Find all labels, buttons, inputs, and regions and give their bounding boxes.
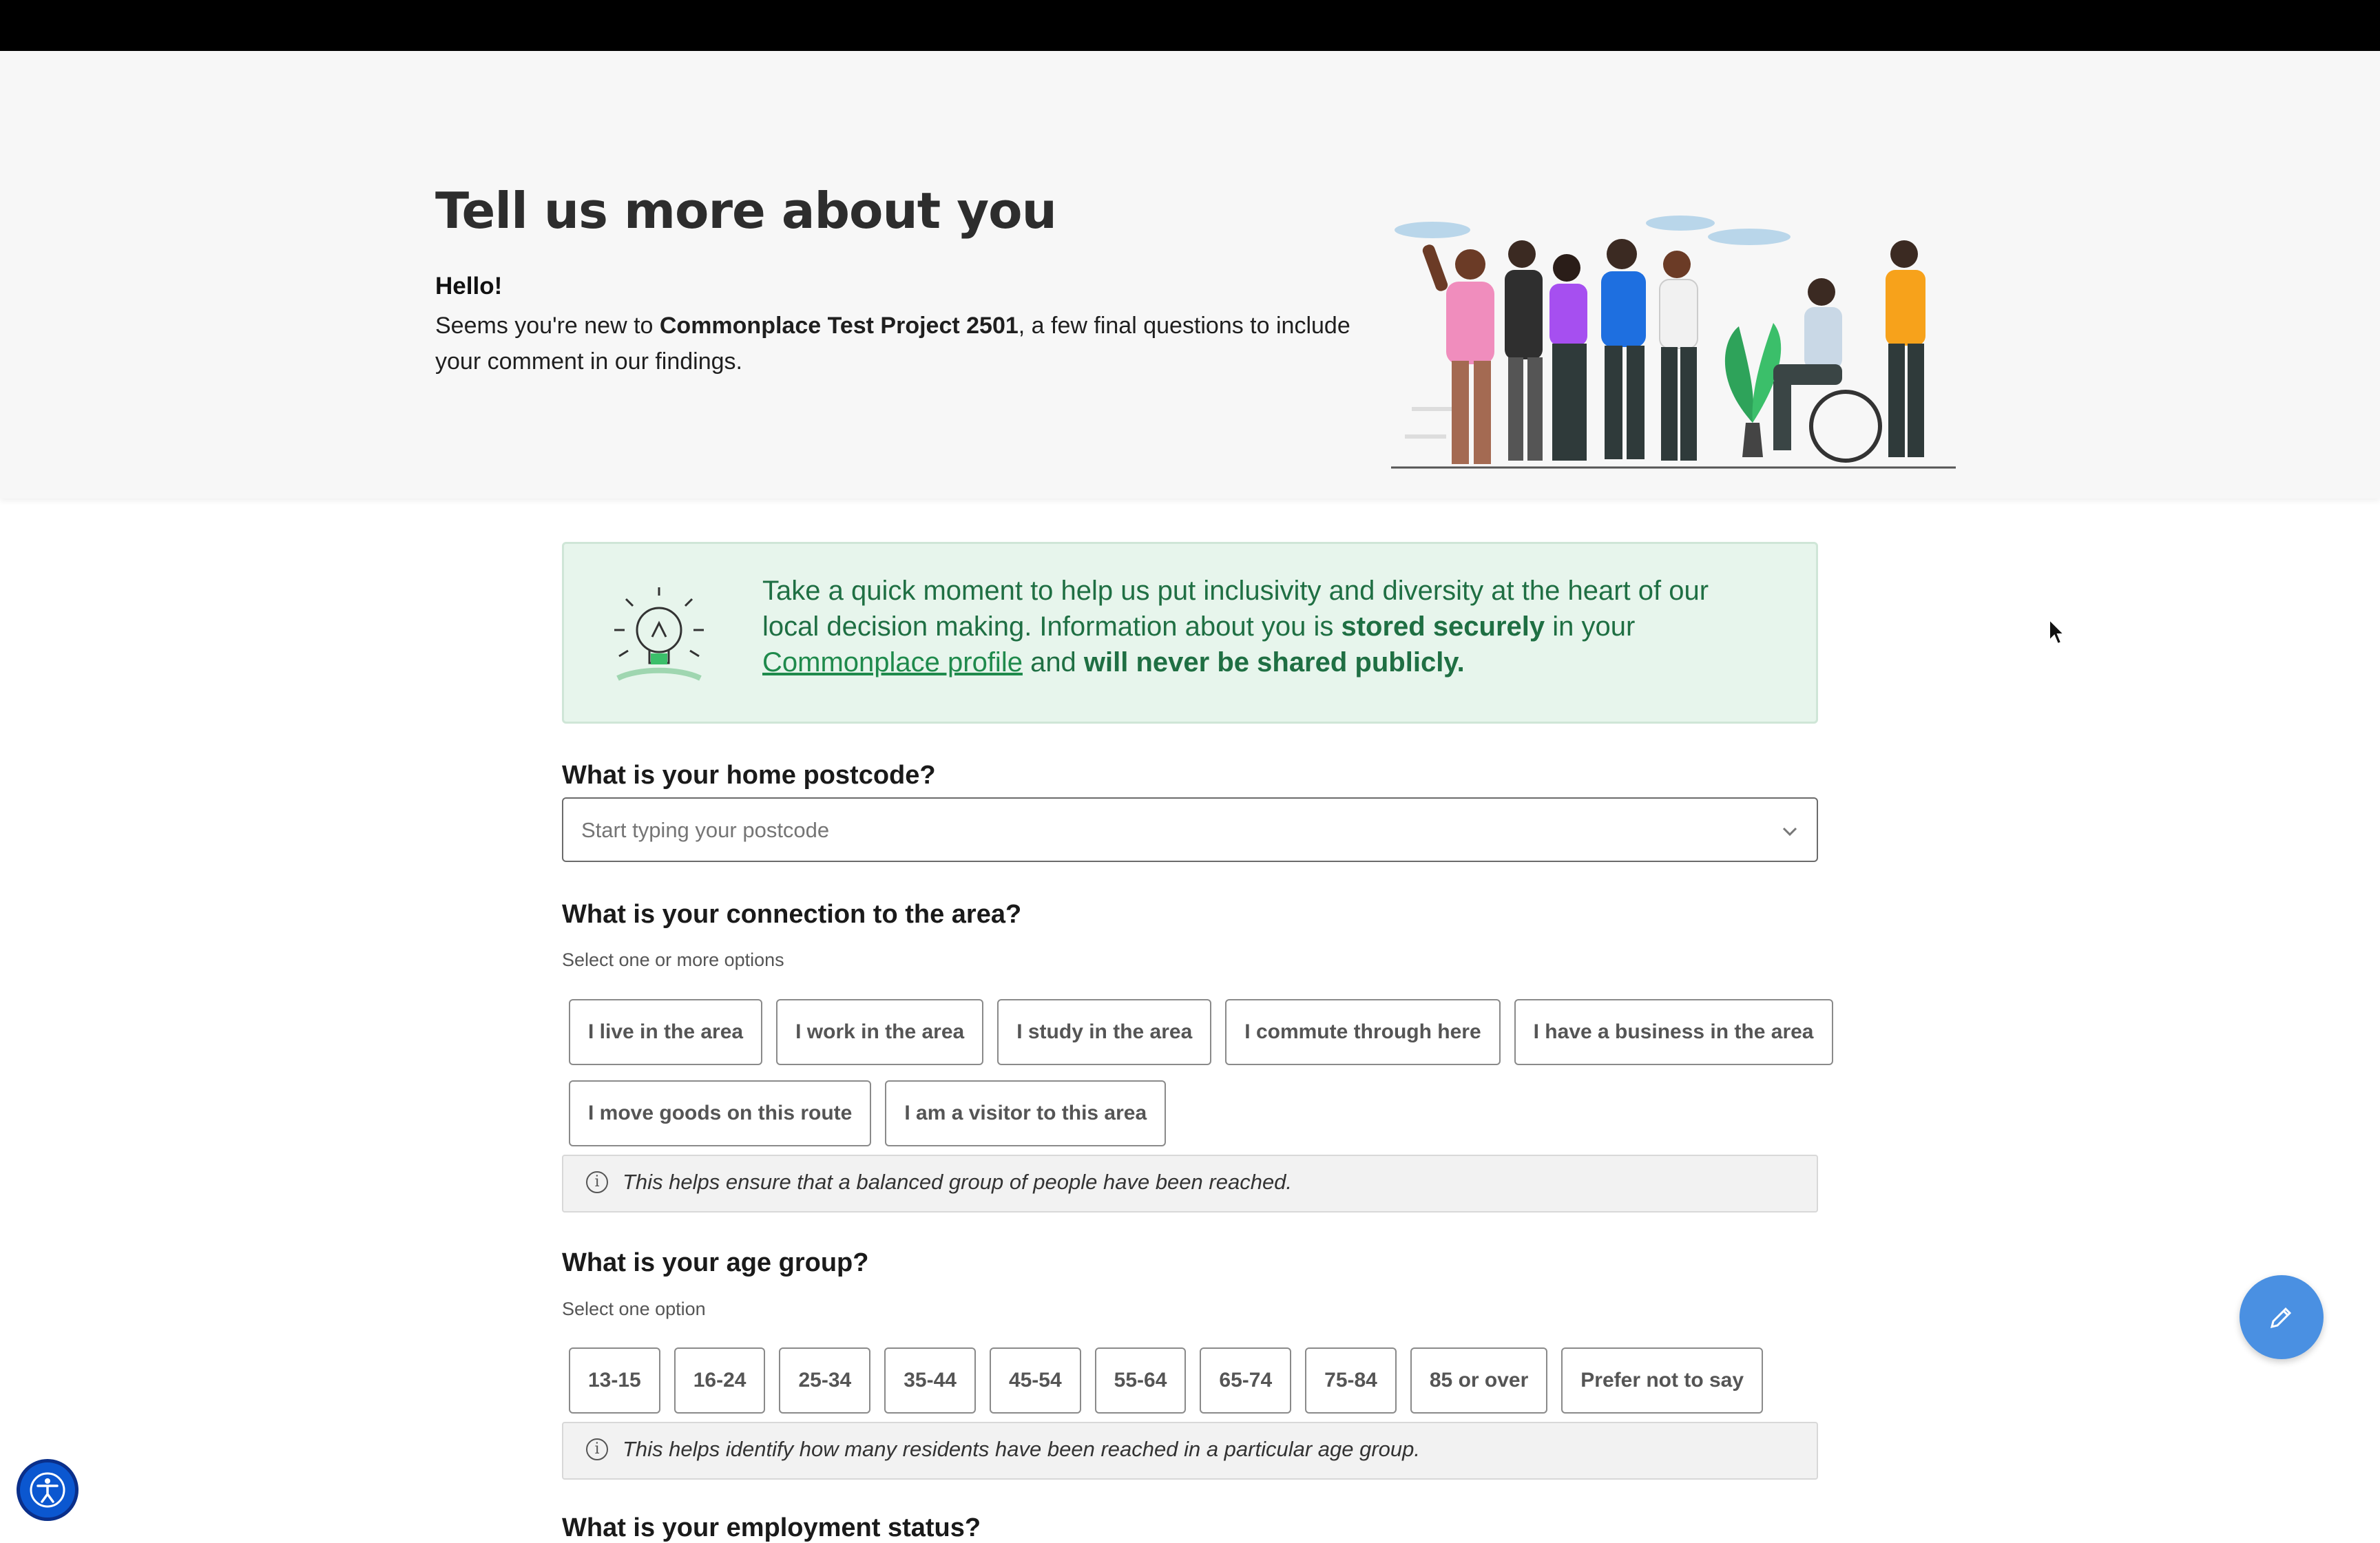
notice-text xyxy=(762,573,1768,680)
age-option-35-44[interactable]: 35-44 xyxy=(884,1347,976,1414)
age-option-65-74[interactable]: 65-74 xyxy=(1200,1347,1291,1414)
option-work-in-area[interactable]: I work in the area xyxy=(776,999,983,1065)
connection-info-box xyxy=(562,1155,1818,1213)
age-option-45-54[interactable]: 45-54 xyxy=(990,1347,1081,1414)
edit-comment-button[interactable] xyxy=(2240,1275,2324,1359)
commonplace-profile-link[interactable]: Commonplace profile xyxy=(762,647,1023,678)
age-options-row xyxy=(569,1347,1763,1414)
age-info-box xyxy=(562,1422,1818,1480)
connection-question: What is your connection to the area? xyxy=(562,900,1022,929)
top-bar xyxy=(0,0,2380,51)
notice-bold-stored: stored securely xyxy=(1341,611,1545,642)
notice-text-part1: Take a quick moment to help us put inclusivity and diversity at the heart of our local decision making. Information about you is xyxy=(762,576,1709,642)
hero-section xyxy=(0,51,2380,498)
age-option-85-over[interactable]: 85 or over xyxy=(1410,1347,1547,1414)
connection-options-row-1 xyxy=(569,999,1833,1065)
age-option-16-24[interactable]: 16-24 xyxy=(674,1347,766,1414)
accessibility-button[interactable] xyxy=(17,1459,79,1521)
info-icon: i xyxy=(586,1171,608,1193)
people-illustration xyxy=(1391,189,1956,485)
postcode-input[interactable] xyxy=(580,814,1719,847)
option-commute-through[interactable]: I commute through here xyxy=(1225,999,1500,1065)
employment-question: What is your employment status? xyxy=(562,1513,981,1542)
age-option-25-34[interactable]: 25-34 xyxy=(779,1347,870,1414)
option-study-in-area[interactable]: I study in the area xyxy=(997,999,1211,1065)
age-hint: Select one option xyxy=(562,1299,706,1319)
connection-options-row-2 xyxy=(569,1080,1166,1146)
notice-text-part2: in your xyxy=(1545,611,1636,642)
option-visitor[interactable]: I am a visitor to this area xyxy=(885,1080,1166,1146)
privacy-notice xyxy=(562,542,1818,724)
lightbulb-icon xyxy=(604,582,714,692)
age-option-55-64[interactable]: 55-64 xyxy=(1095,1347,1187,1414)
age-option-75-84[interactable]: 75-84 xyxy=(1305,1347,1397,1414)
greeting: Hello! xyxy=(435,273,503,300)
mouse-cursor-icon xyxy=(2048,618,2066,646)
page-title: Tell us more about you xyxy=(435,182,1056,240)
intro-text-end: , a few final questions to include your comment in our findings. xyxy=(435,313,1350,375)
notice-bold-never-shared: will never be shared publicly. xyxy=(1083,647,1465,678)
notice-text-part3: and xyxy=(1022,647,1084,678)
postcode-select[interactable] xyxy=(562,797,1818,862)
postcode-question: What is your home postcode? xyxy=(562,761,936,790)
pencil-icon xyxy=(2266,1302,2297,1332)
age-option-prefer-not[interactable]: Prefer not to say xyxy=(1561,1347,1763,1414)
project-name: Commonplace Test Project 2501 xyxy=(659,313,1019,339)
option-live-in-area[interactable]: I live in the area xyxy=(569,999,762,1065)
accessibility-icon xyxy=(28,1471,67,1509)
age-question: What is your age group? xyxy=(562,1248,869,1277)
intro-text-start: Seems you're new to xyxy=(435,313,660,339)
option-business-in-area[interactable]: I have a business in the area xyxy=(1514,999,1833,1065)
option-move-goods[interactable]: I move goods on this route xyxy=(569,1080,871,1146)
chevron-down-icon[interactable] xyxy=(1779,821,1800,841)
connection-hint: Select one or more options xyxy=(562,949,784,970)
age-info-text: This helps identify how many residents have been reached in a particular age group. xyxy=(623,1437,1421,1461)
info-icon: i xyxy=(586,1438,608,1460)
age-option-13-15[interactable]: 13-15 xyxy=(569,1347,660,1414)
connection-info-text: This helps ensure that a balanced group of people have been reached. xyxy=(623,1170,1293,1194)
intro-text xyxy=(435,308,1358,379)
